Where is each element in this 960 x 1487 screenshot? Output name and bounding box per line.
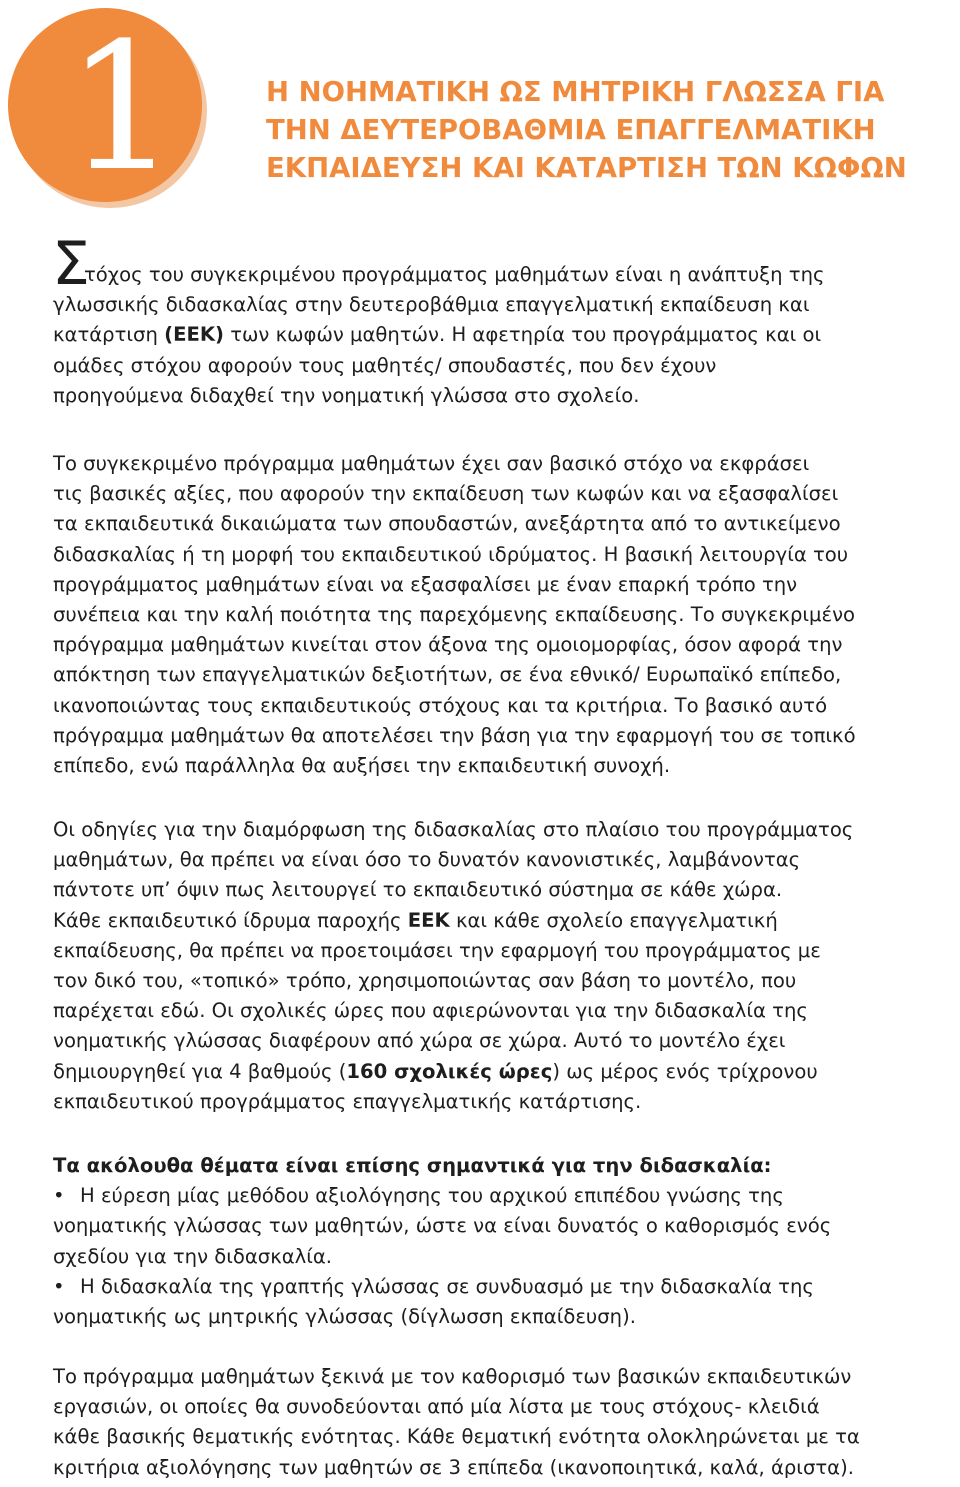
eek-abbreviation: ΕΕΚ (407, 908, 450, 932)
text-run: Η εύρεση μίας μεθόδου αξιολόγησης του αρχικού επιπέδου γνώσης της (80, 1184, 784, 1208)
text-line: νοηματικής γλώσσας των μαθητών, ώστε να είναι δυνατός ο καθορισμός ενός (53, 1214, 832, 1238)
text-run: Η διδασκαλία της γραπτής γλώσσας σε συνδυασμό με την διδασκαλία της (80, 1274, 814, 1298)
text-line: τα εκπαιδευτικά δικαιώματα των σπουδαστών, ανεξάρτητα από το αντικείμενο (53, 512, 841, 536)
text-run: κατάρτιση (53, 323, 165, 347)
structure-paragraph (53, 1362, 958, 1483)
text-line: πάντοτε υπ’ όψιν πως λειτουργεί το εκπαιδευτικό σύστημα σε κάθε χώρα. (53, 878, 783, 902)
text-line: εκπαιδευτικού προγράμματος επαγγελματικής κατάρτισης. (53, 1089, 642, 1113)
text-line: παρέχεται εδώ. Οι σχολικές ώρες που αφιερώνονται για την διδασκαλία της (53, 999, 808, 1023)
bullet-icon: • (53, 1274, 65, 1298)
chapter-number: 1 (66, 5, 178, 210)
bullet-icon: • (53, 1184, 65, 1208)
text-line: Οι οδηγίες για την διαμόρφωση της διδασκαλίας στο πλαίσιο του προγράμματος (53, 818, 854, 841)
title-line: Η ΝΟΗΜΑΤΙΚΗ ΩΣ ΜΗΤΡΙΚΗ ΓΛΩΣΣΑ ΓΙΑ (266, 76, 885, 108)
text-line: πρόγραμμα μαθημάτων θα αποτελέσει την βάση για την εφαρμογή του σε τοπικό (53, 723, 856, 747)
text-line: προγράμματος μαθημάτων είναι να εξασφαλίσει με έναν επαρκή τρόπο την (53, 572, 798, 596)
text-line: νοηματικής ως μητρικής γλώσσας (δίγλωσση εκπαίδευση). (53, 1305, 636, 1329)
text-line: ικανοποιώντας τους εκπαιδευτικούς στόχους και τα κριτήρια. Το βασικό αυτό (53, 693, 828, 717)
text-line: νοηματικής γλώσσας διαφέρουν από χώρα σε χώρα. Αυτό το μοντέλο έχει (53, 1029, 786, 1053)
text-line: επίπεδο, ενώ παράλληλα θα αυξήσει την εκπαιδευτική συνοχή. (53, 754, 671, 778)
text-line: Το συγκεκριμένο πρόγραμμα μαθημάτων έχει σαν βασικό στόχο να εκφράσει (53, 452, 810, 475)
chapter-title (266, 73, 946, 187)
text-line: Το πρόγραμμα μαθημάτων ξεκινά με τον καθορισμό των βασικών εκπαιδευτικών (53, 1365, 852, 1388)
text-line: πρόγραμμα μαθημάτων κινείται στον άξονα της ομοιομορφίας, όσον αφορά την (53, 633, 843, 657)
topics-section (53, 1151, 958, 1332)
text-line: τόχος του συγκεκριμένου προγράμματος μαθημάτων είναι η ανάπτυξη της (84, 263, 825, 286)
bullet-item (53, 1181, 958, 1211)
text-run: Κάθε εκπαιδευτικό ίδρυμα παροχής (53, 908, 408, 932)
text-line: κάθε βασικής θεματικής ενότητας. Κάθε θεματική ενότητα ολοκληρώνεται με τα (53, 1425, 860, 1449)
text-line: συνέπεια και την καλή ποιότητα της παρεχόμενης εκπαίδευσης. Το συγκεκριμένο (53, 603, 856, 627)
goals-paragraph (53, 449, 958, 781)
text-line: διδασκαλίας ή τη μορφή του εκπαιδευτικού ιδρύματος. Η βασική λειτουργία του (53, 542, 849, 566)
text-run: δημιουργηθεί για 4 βαθμούς ( (53, 1059, 347, 1083)
text-line: απόκτηση των επαγγελματικών δεξιοτήτων, σε ένα εθνικό/ Ευρωπαϊκό επίπεδο, (53, 663, 842, 687)
topics-heading: Τα ακόλουθα θέματα είναι επίσης σημαντικά για την διδασκαλία: (53, 1154, 772, 1177)
chapter-badge (8, 5, 202, 210)
text-line (53, 1057, 958, 1087)
text-line: σχεδίου για την διδασκαλία. (53, 1244, 333, 1268)
title-line: ΕΚΠΑΙΔΕΥΣΗ ΚΑΙ ΚΑΤΑΡΤΙΣΗ ΤΩΝ ΚΩΦΩΝ (266, 152, 907, 184)
title-line: ΤΗΝ ΔΕΥΤΕΡΟΒΑΘΜΙΑ ΕΠΑΓΓΕΛΜΑΤΙΚΗ (266, 114, 876, 146)
hours-highlight: 160 σχολικές ώρες (346, 1059, 553, 1083)
text-line: κριτήρια αξιολόγησης των μαθητών σε 3 επίπεδα (ικανοποιητικά, καλά, άριστα). (53, 1455, 854, 1479)
text-line: εργασιών, οι οποίες θα συνοδεύονται από μία λίστα με τους στόχους- κλειδιά (53, 1395, 820, 1419)
text-line: τις βασικές αξίες, που αφορούν την εκπαίδευση των κωφών και να εξασφαλίσει (53, 482, 839, 506)
bullet-item (53, 1272, 958, 1302)
text-line: μαθημάτων, θα πρέπει να είναι όσο το δυνατόν κανονιστικές, λαμβάνοντας (53, 848, 801, 872)
text-line: γλωσσικής διδασκαλίας στην δευτεροβάθμια επαγγελματική εκπαίδευση και (53, 293, 810, 317)
drop-cap: Σ (52, 229, 90, 299)
text-line (53, 906, 958, 936)
text-line: ομάδες στόχου αφορούν τους μαθητές/ σπουδαστές, που δεν έχουν (53, 353, 717, 377)
eek-abbreviation: (ΕΕΚ) (164, 323, 224, 347)
guidelines-paragraph (53, 815, 958, 1117)
text-line (53, 320, 958, 350)
text-line: προηγούμενα διδαχθεί την νοηματική γλώσσα στο σχολείο. (53, 383, 640, 407)
text-line: τον δικό του, «τοπικό» τρόπο, χρησιμοποιώντας σαν βάση το μοντέλο, που (53, 969, 797, 993)
text-run: ) ως μέρος ενός τρίχρονου (552, 1059, 818, 1083)
text-run: των κωφών μαθητών. Η αφετηρία του προγράμματος και οι (223, 323, 822, 347)
intro-paragraph (53, 260, 958, 411)
text-run: και κάθε σχολείο επαγγελματική (449, 908, 778, 932)
text-line: εκπαίδευσης, θα πρέπει να προετοιμάσει την εφαρμογή του προγράμματος με (53, 938, 821, 962)
